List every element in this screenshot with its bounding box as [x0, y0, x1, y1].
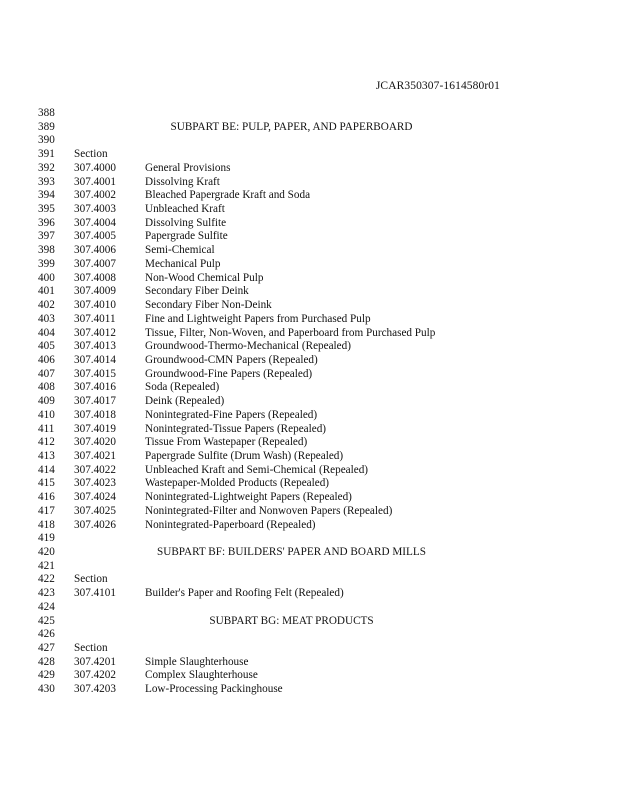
section-number: 307.4017: [74, 395, 116, 408]
document-line: [0, 505, 622, 519]
section-number: 307.4015: [74, 367, 116, 380]
document-line: [0, 327, 622, 341]
line-number: 405: [38, 340, 55, 353]
section-title: Tissue, Filter, Non-Woven, and Paperboard from Purchased Pulp: [145, 326, 436, 339]
line-number: 406: [38, 353, 55, 366]
section-title: Low-Processing Packinghouse: [145, 683, 283, 696]
section-number: 307.4101: [74, 587, 116, 600]
line-number: 425: [38, 614, 55, 627]
section-number: 307.4203: [74, 683, 116, 696]
section-number: 307.4014: [74, 353, 116, 366]
section-column-header: Section: [74, 148, 108, 161]
section-number: 307.4024: [74, 491, 116, 504]
line-number: 414: [38, 463, 55, 476]
line-number: 394: [38, 189, 55, 202]
line-number: 428: [38, 655, 55, 668]
document-line: [0, 176, 622, 190]
section-title: Nonintegrated-Fine Papers (Repealed): [145, 408, 318, 421]
document-line: [0, 203, 622, 217]
document-line: [0, 244, 622, 258]
line-number: 399: [38, 257, 55, 270]
document-id-header: JCAR350307-1614580r01: [375, 80, 500, 92]
section-title: Soda (Repealed): [145, 381, 220, 394]
line-number: 412: [38, 436, 55, 449]
line-number: 401: [38, 285, 55, 298]
subpart-heading: SUBPART BG: MEAT PRODUCTS: [209, 614, 374, 627]
line-number: 413: [38, 449, 55, 462]
line-number: 402: [38, 299, 55, 312]
section-number: 307.4012: [74, 326, 116, 339]
line-number: 400: [38, 271, 55, 284]
document-line: [0, 573, 622, 587]
section-title: Mechanical Pulp: [145, 257, 221, 270]
line-number: 409: [38, 395, 55, 408]
line-number: 403: [38, 312, 55, 325]
document-line: [0, 491, 622, 505]
document-line: [0, 121, 622, 135]
section-number: 307.4005: [74, 230, 116, 243]
line-number: 422: [38, 573, 55, 586]
section-title: Nonintegrated-Filter and Nonwoven Papers (Repealed): [145, 504, 393, 517]
section-title: Unbleached Kraft: [145, 203, 225, 216]
document-line: [0, 189, 622, 203]
section-number: 307.4000: [74, 161, 116, 174]
line-number: 390: [38, 134, 55, 147]
line-number: 388: [38, 107, 55, 119]
document-line: [0, 519, 622, 533]
section-title: Builder's Paper and Roofing Felt (Repealed): [145, 587, 344, 600]
line-number: 420: [38, 546, 55, 558]
section-number: 307.4013: [74, 340, 116, 353]
document-line: [0, 395, 622, 409]
line-number: 427: [38, 642, 55, 655]
section-number: 307.4001: [74, 175, 116, 188]
section-title: Dissolving Kraft: [145, 175, 220, 188]
line-number: 407: [38, 367, 55, 380]
section-title: Simple Slaughterhouse: [145, 655, 249, 668]
document-line: [0, 299, 622, 313]
document-line: [0, 477, 622, 491]
document-line: [0, 134, 622, 148]
line-number: 416: [38, 491, 55, 504]
line-number: 411: [38, 422, 55, 435]
section-title: Secondary Fiber Deink: [145, 285, 249, 298]
section-title: Secondary Fiber Non-Deink: [145, 299, 272, 312]
section-title: Groundwood-CMN Papers (Repealed): [145, 353, 318, 366]
line-number: 423: [38, 587, 55, 600]
section-number: 307.4202: [74, 669, 116, 682]
line-number: 424: [38, 600, 55, 613]
section-number: 307.4002: [74, 189, 116, 202]
subpart-heading: SUBPART BF: BUILDERS' PAPER AND BOARD MILLS: [157, 546, 426, 558]
subpart-heading: SUBPART BE: PULP, PAPER, AND PAPERBOARD: [170, 120, 413, 133]
line-numbered-document-body: [0, 107, 622, 697]
document-line: [0, 436, 622, 450]
section-number: 307.4009: [74, 285, 116, 298]
document-line: [0, 601, 622, 615]
section-title: Papergrade Sulfite (Drum Wash) (Repealed): [145, 449, 344, 462]
section-number: 307.4018: [74, 408, 116, 421]
section-title: Non-Wood Chemical Pulp: [145, 271, 264, 284]
section-number: 307.4023: [74, 477, 116, 490]
section-title: Nonintegrated-Paperboard (Repealed): [145, 518, 316, 531]
document-line: [0, 313, 622, 327]
section-title: Deink (Repealed): [145, 395, 225, 408]
document-line: [0, 587, 622, 601]
section-number: 307.4201: [74, 655, 116, 668]
section-title: Bleached Papergrade Kraft and Soda: [145, 189, 311, 202]
section-column-header: Section: [74, 573, 108, 586]
line-number: 392: [38, 161, 55, 174]
section-title: Dissolving Sulfite: [145, 216, 227, 229]
section-title: Semi-Chemical: [145, 244, 215, 257]
section-number: 307.4008: [74, 271, 116, 284]
document-line: [0, 162, 622, 176]
document-line: [0, 340, 622, 354]
section-title: Groundwood-Fine Papers (Repealed): [145, 367, 313, 380]
line-number: 421: [38, 559, 55, 572]
section-number: 307.4004: [74, 216, 116, 229]
section-number: 307.4016: [74, 381, 116, 394]
section-number: 307.4022: [74, 463, 116, 476]
document-line: [0, 669, 622, 683]
line-number: 429: [38, 669, 55, 682]
section-title: General Provisions: [145, 161, 231, 174]
section-title: Nonintegrated-Lightweight Papers (Repealed): [145, 491, 352, 504]
document-line: [0, 464, 622, 478]
document-line: [0, 423, 622, 437]
document-line: [0, 532, 622, 546]
document-line: [0, 217, 622, 231]
section-number: 307.4007: [74, 257, 116, 270]
section-number: 307.4025: [74, 504, 116, 517]
document-line: [0, 272, 622, 286]
document-line: [0, 354, 622, 368]
line-number: 398: [38, 244, 55, 257]
document-line: [0, 230, 622, 244]
document-line: [0, 615, 622, 629]
section-title: Complex Slaughterhouse: [145, 669, 258, 682]
document-line: [0, 656, 622, 670]
document-line: [0, 642, 622, 656]
section-number: 307.4021: [74, 449, 116, 462]
document-line: [0, 450, 622, 464]
section-number: 307.4010: [74, 299, 116, 312]
document-line: [0, 107, 622, 121]
line-number: 417: [38, 504, 55, 517]
line-number: 430: [38, 683, 55, 696]
document-line: [0, 148, 622, 162]
document-line: [0, 560, 622, 574]
line-number: 426: [38, 628, 55, 641]
section-number: 307.4011: [74, 312, 116, 325]
document-line: [0, 368, 622, 382]
line-number: 404: [38, 326, 55, 339]
line-number: 419: [38, 532, 55, 545]
section-title: Nonintegrated-Tissue Papers (Repealed): [145, 422, 327, 435]
section-number: 307.4019: [74, 422, 116, 435]
document-line: [0, 546, 622, 560]
section-number: 307.4026: [74, 518, 116, 531]
section-title: Fine and Lightweight Papers from Purchased Pulp: [145, 312, 371, 325]
line-number: 408: [38, 381, 55, 394]
document-line: [0, 285, 622, 299]
document-line: [0, 381, 622, 395]
line-number: 415: [38, 477, 55, 490]
line-number: 395: [38, 203, 55, 216]
section-title: Tissue From Wastepaper (Repealed): [145, 436, 308, 449]
section-title: Groundwood-Thermo-Mechanical (Repealed): [145, 340, 351, 353]
section-number: 307.4006: [74, 244, 116, 257]
line-number: 397: [38, 230, 55, 243]
section-title: Unbleached Kraft and Semi-Chemical (Repealed): [145, 463, 369, 476]
line-number: 418: [38, 518, 55, 531]
document-line: [0, 409, 622, 423]
document-line: [0, 258, 622, 272]
line-number: 410: [38, 408, 55, 421]
section-title: Papergrade Sulfite: [145, 230, 228, 243]
line-number: 393: [38, 175, 55, 188]
line-number: 389: [38, 120, 55, 133]
document-line: [0, 683, 622, 697]
section-number: 307.4003: [74, 203, 116, 216]
document-line: [0, 628, 622, 642]
section-title: Wastepaper-Molded Products (Repealed): [145, 477, 330, 490]
section-number: 307.4020: [74, 436, 116, 449]
section-column-header: Section: [74, 642, 108, 655]
line-number: 391: [38, 148, 55, 161]
line-number: 396: [38, 216, 55, 229]
